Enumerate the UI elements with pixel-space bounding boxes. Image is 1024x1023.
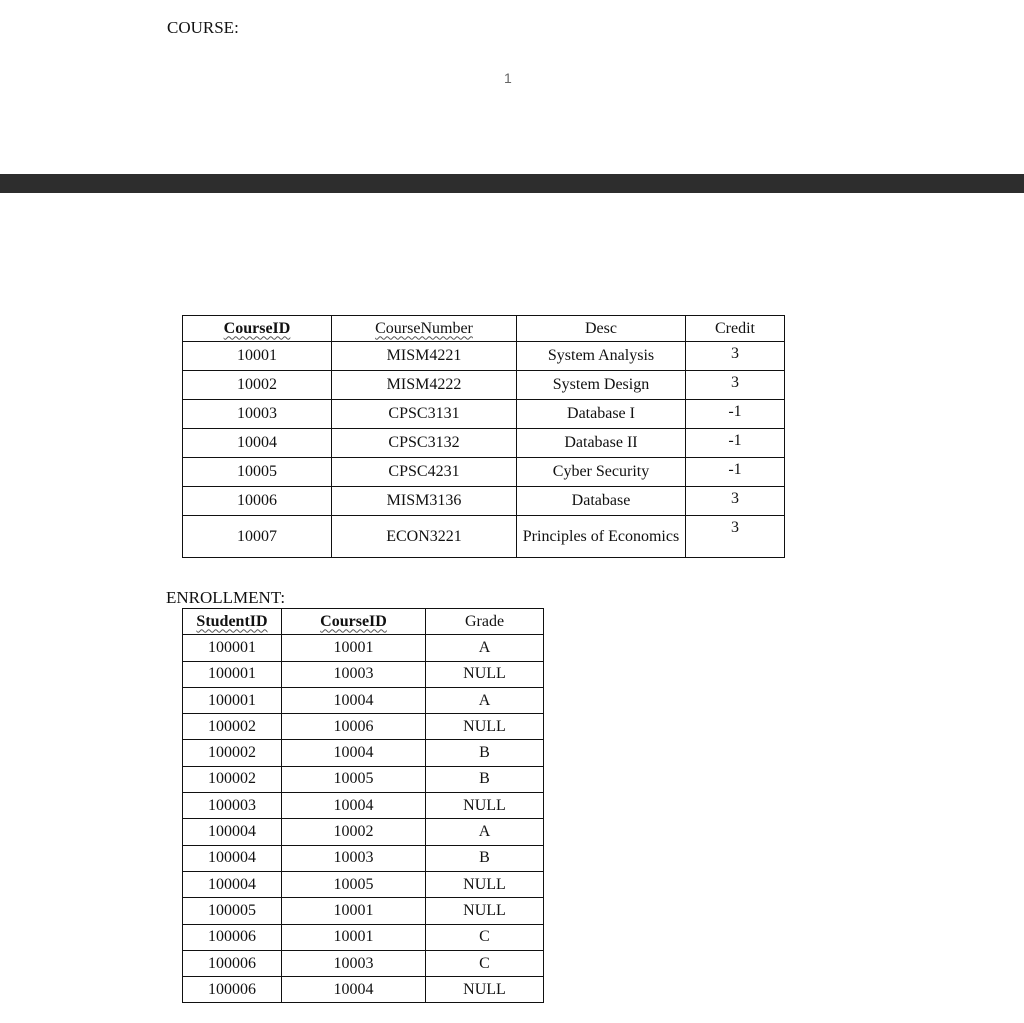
- table-cell: 10004: [282, 977, 426, 1003]
- table-cell: Database II: [517, 429, 686, 458]
- table-cell: System Design: [517, 371, 686, 400]
- table-cell: 10003: [183, 400, 332, 429]
- table-row: [183, 458, 785, 487]
- table-cell: MISM3136: [332, 487, 517, 516]
- table-row: [183, 400, 785, 429]
- table-row: [183, 487, 785, 516]
- table-cell: NULL: [426, 661, 544, 687]
- table-cell: 10001: [282, 924, 426, 950]
- table-cell: 10004: [282, 793, 426, 819]
- table-cell: B: [426, 845, 544, 871]
- table-row: [183, 950, 544, 976]
- table-cell: CPSC3132: [332, 429, 517, 458]
- table-cell: 10001: [282, 898, 426, 924]
- table-cell: NULL: [426, 977, 544, 1003]
- column-header-courseid: CourseID: [183, 316, 332, 342]
- column-header-desc: Desc: [517, 316, 686, 342]
- course-heading: COURSE:: [167, 18, 239, 37]
- table-cell: 3: [686, 516, 785, 558]
- table-cell: 100006: [183, 924, 282, 950]
- table-cell: Principles of Economics: [517, 516, 686, 558]
- table-row: [183, 898, 544, 924]
- table-cell: MISM4222: [332, 371, 517, 400]
- table-cell: 100006: [183, 950, 282, 976]
- table-cell: 10003: [282, 661, 426, 687]
- table-row: [183, 766, 544, 792]
- enrollment-header-row: [183, 609, 544, 635]
- table-cell: System Analysis: [517, 342, 686, 371]
- table-cell: NULL: [426, 898, 544, 924]
- course-header-row: [183, 316, 785, 342]
- table-cell: 10003: [282, 845, 426, 871]
- table-cell: Database: [517, 487, 686, 516]
- table-cell: C: [426, 924, 544, 950]
- table-row: [183, 661, 544, 687]
- table-cell: 100003: [183, 793, 282, 819]
- table-cell: ECON3221: [332, 516, 517, 558]
- table-row: [183, 740, 544, 766]
- column-header-studentid: StudentID: [183, 609, 282, 635]
- table-row: [183, 819, 544, 845]
- table-cell: 3: [686, 487, 785, 516]
- table-cell: 100002: [183, 740, 282, 766]
- column-header-credit: Credit: [686, 316, 785, 342]
- table-cell: A: [426, 635, 544, 661]
- table-cell: 10002: [282, 819, 426, 845]
- column-header-grade: Grade: [426, 609, 544, 635]
- table-cell: 100004: [183, 819, 282, 845]
- table-cell: 10006: [183, 487, 332, 516]
- table-cell: MISM4221: [332, 342, 517, 371]
- table-cell: CPSC3131: [332, 400, 517, 429]
- table-cell: B: [426, 766, 544, 792]
- table-row: [183, 793, 544, 819]
- table-row: [183, 924, 544, 950]
- table-row: [183, 977, 544, 1003]
- table-row: [183, 714, 544, 740]
- enrollment-heading: ENROLLMENT:: [166, 588, 286, 607]
- table-cell: C: [426, 950, 544, 976]
- table-cell: Cyber Security: [517, 458, 686, 487]
- table-cell: Database I: [517, 400, 686, 429]
- table-cell: 10004: [183, 429, 332, 458]
- page-number: 1: [504, 70, 512, 86]
- table-cell: NULL: [426, 871, 544, 897]
- table-cell: 10005: [282, 766, 426, 792]
- page-break-bar: [0, 174, 1024, 193]
- table-cell: 3: [686, 371, 785, 400]
- table-cell: -1: [686, 400, 785, 429]
- table-cell: 10007: [183, 516, 332, 558]
- table-row: [183, 342, 785, 371]
- table-cell: 10006: [282, 714, 426, 740]
- table-cell: A: [426, 687, 544, 713]
- table-cell: 100002: [183, 714, 282, 740]
- column-header-courseid: CourseID: [282, 609, 426, 635]
- table-cell: 10004: [282, 740, 426, 766]
- table-cell: 100006: [183, 977, 282, 1003]
- table-row: [183, 871, 544, 897]
- table-cell: A: [426, 819, 544, 845]
- table-cell: -1: [686, 458, 785, 487]
- table-cell: 3: [686, 342, 785, 371]
- table-cell: 10005: [282, 871, 426, 897]
- table-cell: 10004: [282, 687, 426, 713]
- table-cell: 10001: [183, 342, 332, 371]
- table-cell: 10001: [282, 635, 426, 661]
- table-row: [183, 845, 544, 871]
- table-cell: -1: [686, 429, 785, 458]
- table-cell: 100004: [183, 845, 282, 871]
- table-cell: NULL: [426, 793, 544, 819]
- table-cell: 100005: [183, 898, 282, 924]
- enrollment-table: [182, 608, 544, 1003]
- table-cell: 100004: [183, 871, 282, 897]
- table-cell: 100001: [183, 687, 282, 713]
- table-row: [183, 429, 785, 458]
- table-cell: 10002: [183, 371, 332, 400]
- table-cell: 100001: [183, 635, 282, 661]
- course-table: [182, 315, 785, 558]
- table-row: [183, 371, 785, 400]
- column-header-coursenumber: CourseNumber: [332, 316, 517, 342]
- table-row: [183, 516, 785, 558]
- table-row: [183, 687, 544, 713]
- table-row: [183, 635, 544, 661]
- table-cell: B: [426, 740, 544, 766]
- table-cell: 100001: [183, 661, 282, 687]
- table-cell: CPSC4231: [332, 458, 517, 487]
- table-cell: 10005: [183, 458, 332, 487]
- table-cell: 100002: [183, 766, 282, 792]
- table-cell: NULL: [426, 714, 544, 740]
- table-cell: 10003: [282, 950, 426, 976]
